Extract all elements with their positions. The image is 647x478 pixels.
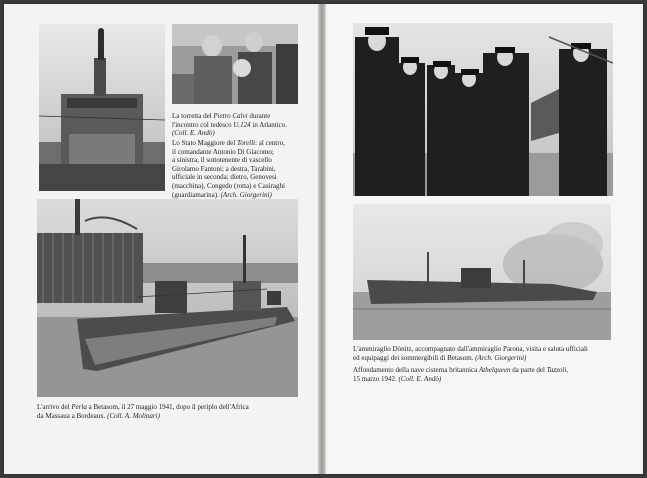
caption-text: il comandante Antonio Di Giacomo;: [172, 147, 274, 156]
photo-credit: (Coll. E. Andò): [398, 374, 442, 383]
photo-credit: (Arch. Giorgerini): [220, 190, 272, 199]
caption-text: Girolamo Fantoni; a destra, Tarabini,: [172, 164, 276, 173]
photo-submarine-turret: [39, 24, 165, 191]
caption-turret: [172, 112, 300, 142]
photo-credit: (Coll. A. Molinari): [107, 411, 160, 420]
photo-credit: (Arch. Giorgerini): [475, 353, 527, 362]
caption-perla: [37, 403, 307, 424]
photo-tanker-sinking: [353, 204, 611, 340]
caption-text: Lo Stato Maggiore del: [172, 139, 237, 147]
caption-donitz: [353, 345, 628, 366]
caption-text: ufficiale in seconda; dietro, Genovesi: [172, 173, 277, 182]
ship-name: Tazzoli: [546, 366, 567, 374]
caption-text: L'arrivo del: [37, 403, 72, 411]
ship-name: Torelli: [236, 139, 256, 147]
caption-text: La torretta del: [172, 112, 214, 120]
caption-text: durante: [247, 112, 271, 120]
photo-credit: (Coll. E. Andò): [172, 129, 215, 138]
caption-text: (macchina), Congedo (rotta) e Casiraghi: [172, 181, 285, 190]
photo-donitz-visit: [353, 23, 613, 196]
caption-sinking: [353, 366, 628, 387]
caption-text: ,: [566, 366, 569, 374]
caption-torelli-staff: [172, 139, 302, 203]
ship-name: Athelqueen: [479, 366, 511, 374]
caption-text: Affondamento della nave cisterna britannica: [353, 366, 480, 374]
ship-name: Pietro Calvi: [213, 112, 248, 120]
caption-text: 15 marzo 1942.: [353, 374, 399, 383]
photo-perla-arrival: [37, 199, 298, 397]
photo-torelli-staff: [172, 24, 298, 104]
ship-name: U.124: [233, 120, 251, 129]
caption-text: l'incontro col tedesco: [172, 120, 234, 129]
caption-text: da parte del: [510, 366, 547, 374]
caption-text: da Massaua a Bordeaux.: [37, 411, 108, 420]
caption-text: : al centro,: [255, 139, 285, 147]
caption-text: a sinistra, il sottotenente di vascello: [172, 156, 272, 165]
caption-text: (guardiamarina).: [172, 190, 221, 199]
caption-text: a Betasom, il 27 maggio 1941, dopo il periplo dell'Africa: [86, 403, 249, 411]
caption-text: ed equipaggi dei sommergibili di Betasom.: [353, 353, 476, 362]
caption-text: in Atlantico.: [250, 120, 287, 129]
ship-name: Perla: [71, 403, 87, 411]
caption-text: L'ammiraglio Dönitz, accompagnato dall'ammiraglio Parona, visita e saluta ufficiali: [353, 345, 588, 353]
book-gutter: [318, 4, 326, 474]
